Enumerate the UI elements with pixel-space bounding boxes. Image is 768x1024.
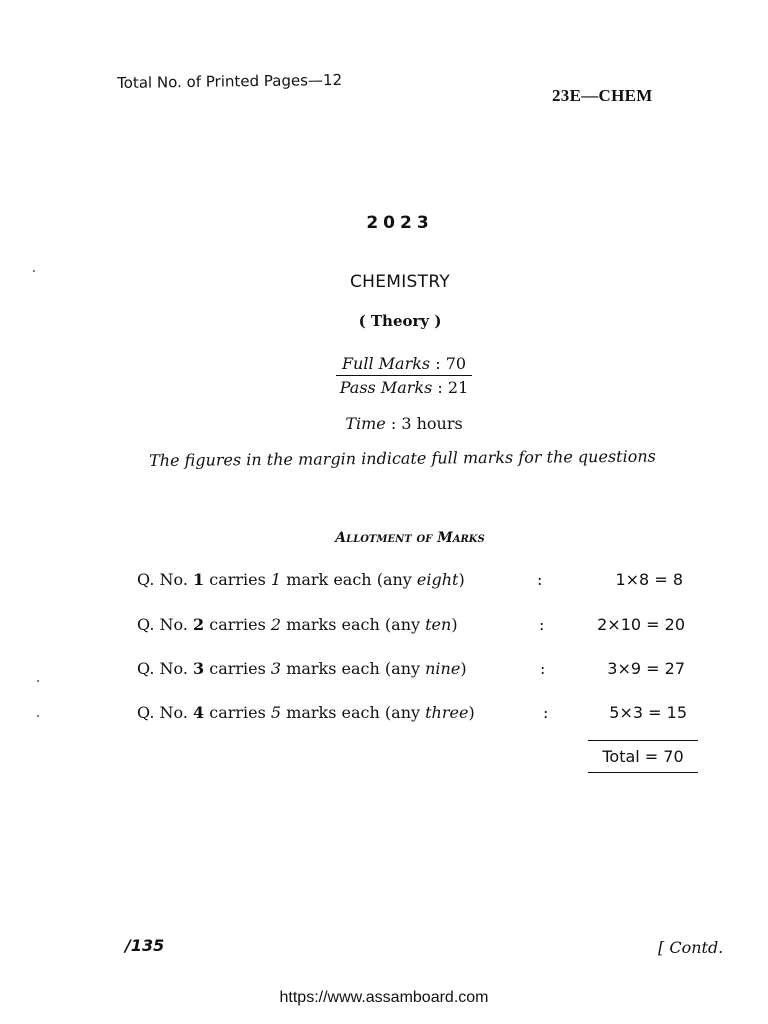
allotment-row xyxy=(137,703,697,729)
scan-speck xyxy=(33,270,35,272)
allotment-row-calc: 5×3 = 15 xyxy=(609,703,687,722)
allotment-row-description: Q. No. 3 carries 3 marks each (any nine) xyxy=(137,659,467,678)
total-bottom-rule xyxy=(588,772,698,773)
printed-pages-count: Total No. of Printed Pages—12 xyxy=(117,70,343,92)
marks-box xyxy=(0,354,768,397)
allotment-row-description: Q. No. 1 carries 1 mark each (any eight) xyxy=(137,570,465,589)
allotment-row xyxy=(137,659,697,685)
allotment-row-colon: : xyxy=(543,703,549,722)
pass-marks-label: Pass Marks xyxy=(339,378,433,397)
exam-time xyxy=(0,414,768,433)
paper-type: ( Theory ) xyxy=(358,312,442,330)
figures-note: The figures in the margin indicate full marks for the questions xyxy=(149,446,656,470)
full-marks-value: : 70 xyxy=(430,354,467,373)
allotment-row-calc: 1×8 = 8 xyxy=(615,570,683,589)
allotment-title: Allotment of Marks xyxy=(335,530,485,546)
allotment-row xyxy=(137,570,697,596)
allotment-row xyxy=(137,615,697,641)
allotment-row-colon: : xyxy=(539,615,545,634)
allotment-row-calc: 3×9 = 27 xyxy=(607,659,685,678)
pass-marks-value: : 21 xyxy=(432,378,469,397)
scan-speck xyxy=(37,715,39,717)
scan-speck xyxy=(37,680,39,682)
page-code: /135 xyxy=(125,936,165,955)
footer-url[interactable]: https://www.assamboard.com xyxy=(279,989,489,1006)
full-marks xyxy=(336,354,473,376)
allotment-row-description: Q. No. 2 carries 2 marks each (any ten) xyxy=(137,615,458,634)
full-marks-label: Full Marks xyxy=(341,354,431,373)
allotment-row-colon: : xyxy=(537,570,543,589)
allotment-row-calc: 2×10 = 20 xyxy=(597,615,685,634)
time-label: Time xyxy=(345,414,386,433)
exam-year: 2023 xyxy=(366,213,434,233)
total-marks: Total = 70 xyxy=(602,747,684,766)
paper-code: 23E—CHEM xyxy=(552,86,653,105)
allotment-row-description: Q. No. 4 carries 5 marks each (any three) xyxy=(137,703,475,722)
pass-marks xyxy=(336,376,473,397)
allotment-row-colon: : xyxy=(540,659,546,678)
time-value: : 3 hours xyxy=(385,414,463,433)
total-top-rule xyxy=(588,740,698,741)
exam-subject: CHEMISTRY xyxy=(349,272,451,292)
continued-marker: [ Contd. xyxy=(658,938,724,957)
